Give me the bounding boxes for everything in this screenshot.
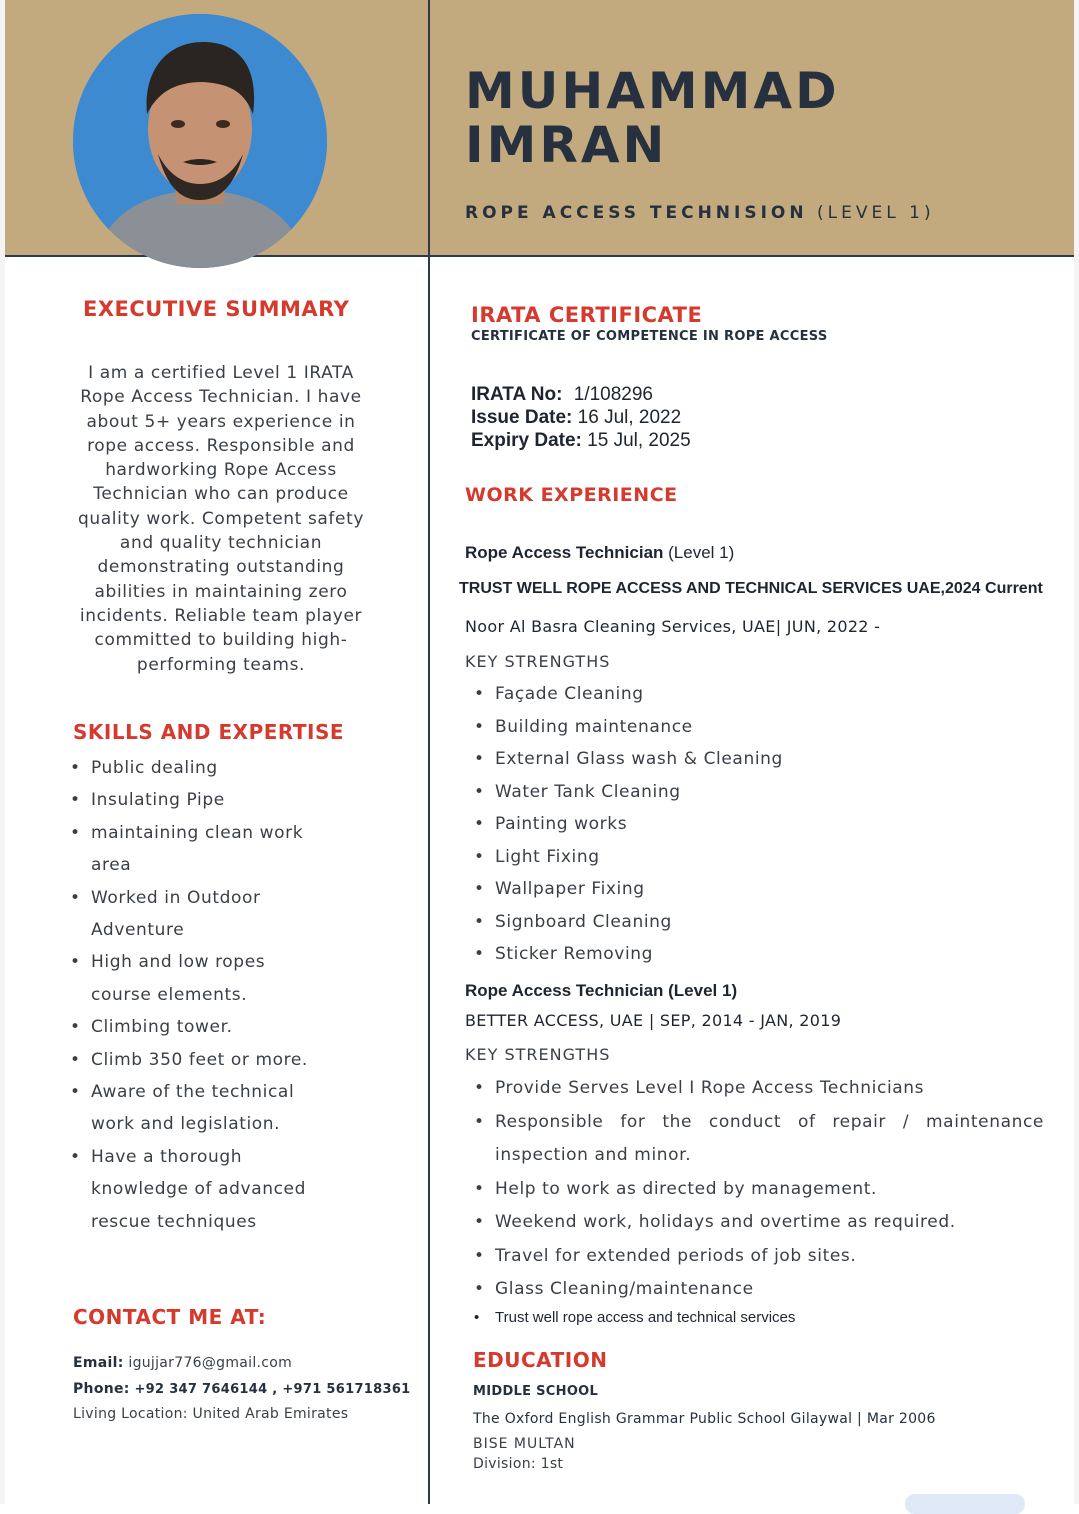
strength-item: • Signboard Cleaning: [474, 906, 783, 939]
expiry-date-label: Expiry Date:: [471, 430, 582, 451]
strength-item: • Wallpaper Fixing: [474, 873, 783, 906]
skill-item: • maintaining clean work area: [70, 817, 321, 882]
job-1-title-text: Rope Access Technician: [465, 543, 664, 562]
skill-item: • Public dealing: [70, 752, 400, 784]
strength-item: • Glass Cleaning/maintenance: [474, 1273, 1044, 1307]
issue-date-value: 16 Jul, 2022: [577, 407, 682, 428]
strength-item: • Water Tank Cleaning: [474, 776, 783, 809]
skill-item: • Climb 350 feet or more.: [70, 1044, 400, 1076]
strength-item: • Façade Cleaning: [474, 678, 783, 711]
name-line-last: IMRAN: [465, 116, 668, 174]
executive-summary-text: I am a certified Level 1 IRATA Rope Access Technician. I have about 5+ years experience in rope access. Responsible and hardworking Rope Access Technician who can produce quality work. Competent safety and quality technician demonstrating outstanding abilities in maintaining zero incidents. Reliable team player committed to building high-performing teams.: [78, 363, 364, 675]
contact-phone: [73, 1381, 411, 1397]
strength-item: • Provide Serves Level I Rope Access Technicians: [474, 1072, 1044, 1106]
skill-item: • Worked in Outdoor Adventure: [70, 882, 291, 947]
column-divider: [428, 257, 430, 1504]
candidate-job-title: [465, 203, 935, 223]
page-right-margin: [1074, 0, 1079, 1504]
irata-heading: IRATA CERTIFICATE: [471, 303, 703, 327]
contact-location: Living Location: United Arab Emirates: [73, 1406, 349, 1422]
skill-item: • High and low ropes course elements.: [70, 946, 291, 1011]
job-2-title-text: Rope Access Technician (Level 1): [465, 981, 738, 1000]
irata-expiry-date: [471, 430, 691, 452]
skills-heading: SKILLS AND EXPERTISE: [73, 720, 345, 744]
scroll-indicator[interactable]: [905, 1494, 1025, 1514]
candidate-name: [465, 64, 840, 172]
expiry-date-value: 15 Jul, 2025: [587, 430, 691, 451]
skills-list: [70, 752, 400, 1238]
contact-email: [73, 1355, 292, 1371]
job-1-key-strengths-label: KEY STRENGTHS: [465, 652, 611, 671]
job-1-level: (Level 1): [668, 543, 735, 562]
name-line-first: MUHAMMAD: [465, 62, 840, 120]
irata-number-value: 1/108296: [573, 384, 653, 405]
email-label: Email:: [73, 1355, 124, 1371]
education-level: MIDDLE SCHOOL: [473, 1384, 599, 1399]
profile-photo-illustration: [73, 14, 327, 268]
strength-item: • Trust well rope access and technical services: [474, 1307, 1044, 1329]
issue-date-label: Issue Date:: [471, 407, 573, 428]
irata-issue-date: [471, 407, 681, 429]
job-2-company: BETTER ACCESS, UAE | SEP, 2014 - JAN, 2019: [465, 1011, 842, 1030]
job-2-title: [465, 981, 737, 1001]
skill-item: • Insulating Pipe: [70, 784, 400, 816]
strength-item: • Sticker Removing: [474, 938, 783, 971]
strength-item: • Travel for extended periods of job sites.: [474, 1240, 1044, 1274]
irata-number-label: IRATA No:: [471, 384, 563, 405]
work-experience-heading: WORK EXPERIENCE: [465, 484, 678, 506]
skill-item: • Have a thorough knowledge of advanced rescue techniques: [70, 1141, 331, 1238]
job-title-text: ROPE ACCESS TECHNISION: [465, 203, 808, 223]
education-school: The Oxford English Grammar Public School Gilaywal | Mar 2006: [473, 1411, 936, 1427]
job-1-company-previous: Noor Al Basra Cleaning Services, UAE| JUN, 2022 -: [465, 617, 881, 636]
strength-item: • Weekend work, holidays and overtime as required.: [474, 1206, 1044, 1240]
phone-value[interactable]: +92 347 7646144 , +971 561718361: [134, 1382, 411, 1397]
job-1-strengths-list: [474, 678, 783, 971]
irata-number: [471, 384, 653, 406]
strength-item: • Building maintenance: [474, 711, 783, 744]
strength-item: • Help to work as directed by management.: [474, 1173, 1044, 1207]
phone-label: Phone:: [73, 1381, 130, 1397]
job-2-key-strengths-label: KEY STRENGTHS: [465, 1045, 611, 1064]
strength-item: • Painting works: [474, 808, 783, 841]
education-heading: EDUCATION: [473, 1348, 608, 1372]
job-title-level: (LEVEL 1): [817, 203, 935, 223]
education-board: BISE MULTAN: [473, 1436, 576, 1452]
header-divider: [428, 0, 430, 255]
education-division: Division: 1st: [473, 1456, 564, 1472]
strength-item: • Responsible for the conduct of repair / maintenance inspection and minor.: [474, 1106, 1044, 1173]
executive-summary-heading: EXECUTIVE SUMMARY: [83, 297, 350, 321]
job-1-title: [465, 543, 734, 563]
contact-heading: CONTACT ME AT:: [73, 1305, 267, 1329]
strength-item: • Light Fixing: [474, 841, 783, 874]
email-value[interactable]: igujjar776@gmail.com: [128, 1355, 293, 1371]
irata-subheading: CERTIFICATE OF COMPETENCE IN ROPE ACCESS: [471, 329, 828, 344]
job-1-company-current: TRUST WELL ROPE ACCESS AND TECHNICAL SERVICES UAE,2024 Current: [459, 580, 1043, 597]
job-2-strengths-list: [474, 1072, 1044, 1329]
skill-item: • Climbing tower.: [70, 1011, 400, 1043]
skill-item: • Aware of the technical work and legislation.: [70, 1076, 311, 1141]
strength-item: • External Glass wash & Cleaning: [474, 743, 783, 776]
profile-photo: [73, 14, 327, 268]
